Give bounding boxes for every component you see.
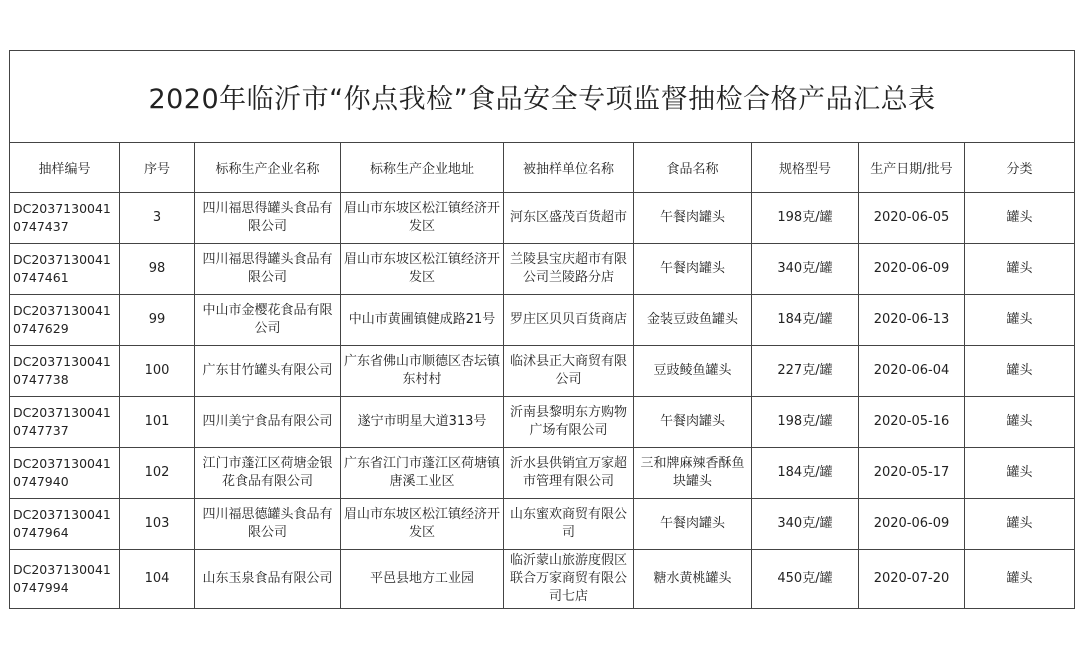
col-header-category: 分类 xyxy=(965,143,1075,193)
cell-date: 2020-07-20 xyxy=(859,550,965,609)
cell-sampled-unit: 沂南县黎明东方购物广场有限公司 xyxy=(504,397,634,448)
cell-date: 2020-06-05 xyxy=(859,193,965,244)
cell-code: DC20371300410747461 xyxy=(10,244,120,295)
cell-food: 豆豉鲮鱼罐头 xyxy=(634,346,752,397)
cell-seq: 3 xyxy=(120,193,195,244)
cell-seq: 101 xyxy=(120,397,195,448)
cell-spec: 340克/罐 xyxy=(752,499,859,550)
cell-address: 广东省佛山市顺德区杏坛镇东村村 xyxy=(341,346,504,397)
cell-address: 眉山市东坡区松江镇经济开发区 xyxy=(341,244,504,295)
cell-category: 罐头 xyxy=(965,244,1075,295)
cell-category: 罐头 xyxy=(965,295,1075,346)
cell-sampled-unit: 沂水县供销宜万家超市管理有限公司 xyxy=(504,448,634,499)
cell-address: 眉山市东坡区松江镇经济开发区 xyxy=(341,193,504,244)
cell-spec: 198克/罐 xyxy=(752,397,859,448)
table-row xyxy=(10,193,1075,244)
col-header-sampled-unit: 被抽样单位名称 xyxy=(504,143,634,193)
cell-code: DC20371300410747738 xyxy=(10,346,120,397)
cell-producer: 山东玉泉食品有限公司 xyxy=(195,550,341,609)
cell-category: 罐头 xyxy=(965,499,1075,550)
cell-address: 广东省江门市蓬江区荷塘镇唐溪工业区 xyxy=(341,448,504,499)
table-row xyxy=(10,346,1075,397)
cell-sampled-unit: 兰陵县宝庆超市有限公司兰陵路分店 xyxy=(504,244,634,295)
summary-table xyxy=(9,50,1075,609)
cell-category: 罐头 xyxy=(965,397,1075,448)
cell-producer: 四川福思得罐头食品有限公司 xyxy=(195,244,341,295)
cell-code: DC20371300410747737 xyxy=(10,397,120,448)
table-row xyxy=(10,550,1075,609)
cell-food: 三和牌麻辣香酥鱼块罐头 xyxy=(634,448,752,499)
cell-spec: 340克/罐 xyxy=(752,244,859,295)
cell-seq: 102 xyxy=(120,448,195,499)
cell-date: 2020-06-09 xyxy=(859,244,965,295)
cell-date: 2020-05-16 xyxy=(859,397,965,448)
cell-spec: 184克/罐 xyxy=(752,448,859,499)
cell-producer: 广东甘竹罐头有限公司 xyxy=(195,346,341,397)
cell-sampled-unit: 罗庄区贝贝百货商店 xyxy=(504,295,634,346)
cell-seq: 99 xyxy=(120,295,195,346)
cell-address: 遂宁市明星大道313号 xyxy=(341,397,504,448)
cell-seq: 98 xyxy=(120,244,195,295)
cell-category: 罐头 xyxy=(965,346,1075,397)
cell-producer: 四川福思德罐头食品有限公司 xyxy=(195,499,341,550)
table-row xyxy=(10,397,1075,448)
cell-code: DC20371300410747437 xyxy=(10,193,120,244)
col-header-food: 食品名称 xyxy=(634,143,752,193)
cell-date: 2020-05-17 xyxy=(859,448,965,499)
cell-spec: 198克/罐 xyxy=(752,193,859,244)
cell-code: DC20371300410747629 xyxy=(10,295,120,346)
cell-sampled-unit: 河东区盛茂百货超市 xyxy=(504,193,634,244)
cell-address: 中山市黄圃镇健成路21号 xyxy=(341,295,504,346)
cell-seq: 100 xyxy=(120,346,195,397)
cell-food: 午餐肉罐头 xyxy=(634,397,752,448)
cell-category: 罐头 xyxy=(965,193,1075,244)
cell-food: 午餐肉罐头 xyxy=(634,244,752,295)
cell-producer: 四川美宁食品有限公司 xyxy=(195,397,341,448)
col-header-producer: 标称生产企业名称 xyxy=(195,143,341,193)
cell-seq: 104 xyxy=(120,550,195,609)
col-header-seq: 序号 xyxy=(120,143,195,193)
cell-category: 罐头 xyxy=(965,448,1075,499)
cell-spec: 184克/罐 xyxy=(752,295,859,346)
col-header-address: 标称生产企业地址 xyxy=(341,143,504,193)
table-row xyxy=(10,295,1075,346)
cell-code: DC20371300410747964 xyxy=(10,499,120,550)
col-header-spec: 规格型号 xyxy=(752,143,859,193)
cell-sampled-unit: 山东蜜欢商贸有限公司 xyxy=(504,499,634,550)
table-title: 2020年临沂市“你点我检”食品安全专项监督抽检合格产品汇总表 xyxy=(10,51,1075,143)
cell-food: 糖水黄桃罐头 xyxy=(634,550,752,609)
table-row xyxy=(10,448,1075,499)
cell-seq: 103 xyxy=(120,499,195,550)
cell-date: 2020-06-04 xyxy=(859,346,965,397)
cell-sampled-unit: 临沂蒙山旅游度假区联合万家商贸有限公司七店 xyxy=(504,550,634,609)
table-row xyxy=(10,499,1075,550)
cell-food: 金装豆豉鱼罐头 xyxy=(634,295,752,346)
header-row xyxy=(10,143,1075,193)
cell-category: 罐头 xyxy=(965,550,1075,609)
cell-producer: 江门市蓬江区荷塘金银花食品有限公司 xyxy=(195,448,341,499)
cell-code: DC20371300410747940 xyxy=(10,448,120,499)
cell-spec: 450克/罐 xyxy=(752,550,859,609)
col-header-date: 生产日期/批号 xyxy=(859,143,965,193)
cell-spec: 227克/罐 xyxy=(752,346,859,397)
cell-producer: 四川福思得罐头食品有限公司 xyxy=(195,193,341,244)
cell-address: 平邑县地方工业园 xyxy=(341,550,504,609)
table-row xyxy=(10,244,1075,295)
cell-date: 2020-06-09 xyxy=(859,499,965,550)
cell-food: 午餐肉罐头 xyxy=(634,193,752,244)
cell-sampled-unit: 临沭县正大商贸有限公司 xyxy=(504,346,634,397)
cell-food: 午餐肉罐头 xyxy=(634,499,752,550)
cell-address: 眉山市东坡区松江镇经济开发区 xyxy=(341,499,504,550)
cell-code: DC20371300410747994 xyxy=(10,550,120,609)
cell-producer: 中山市金樱花食品有限公司 xyxy=(195,295,341,346)
col-header-code: 抽样编号 xyxy=(10,143,120,193)
cell-date: 2020-06-13 xyxy=(859,295,965,346)
